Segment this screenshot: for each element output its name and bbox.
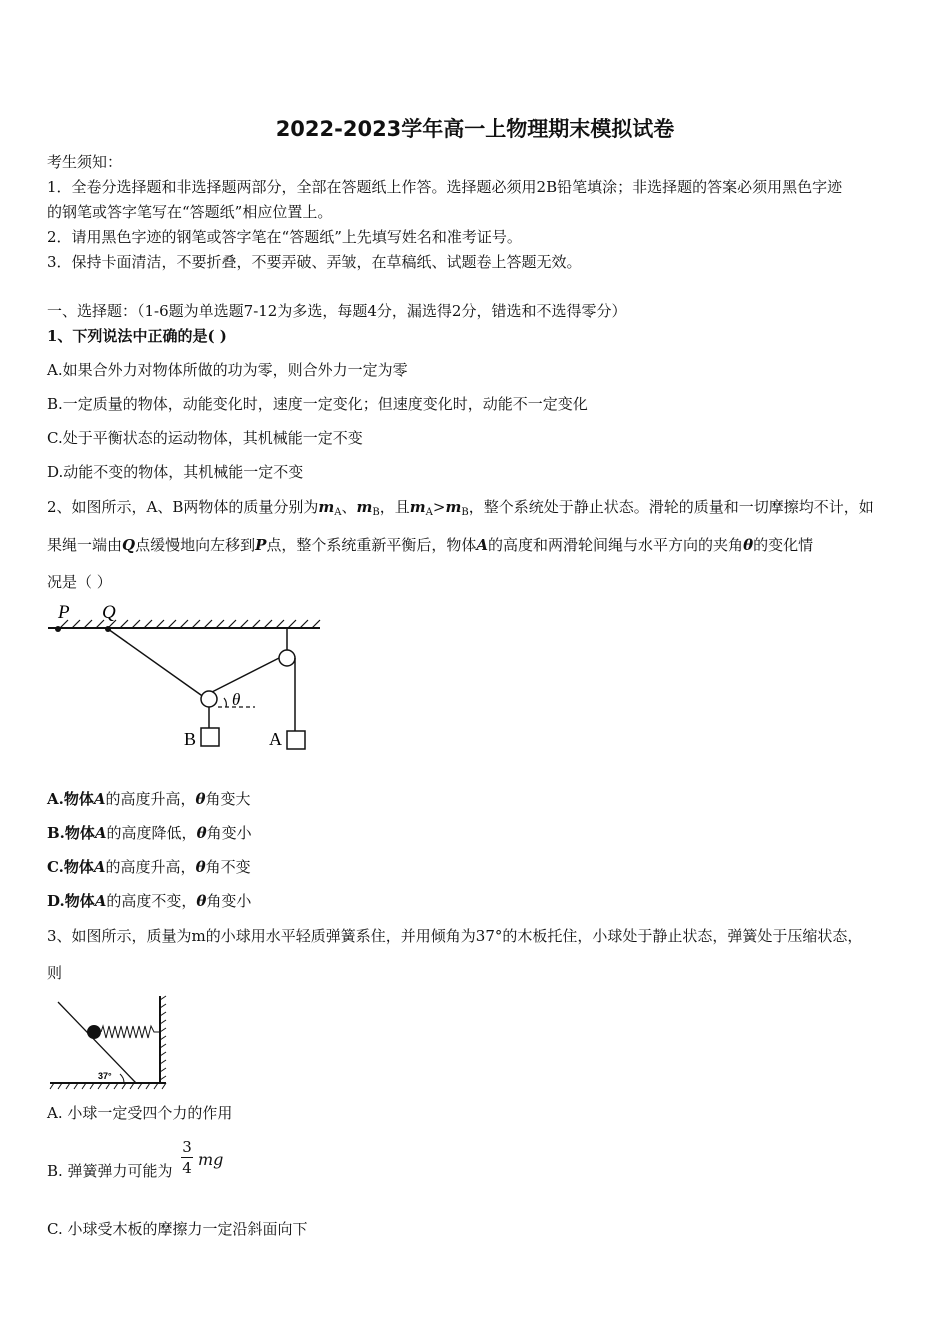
spring bbox=[101, 1026, 160, 1038]
label-theta: θ bbox=[232, 690, 241, 709]
notice-item-2: 2．请用黑色字迹的钢笔或答字笔在“答题纸”上先填写姓名和准考证号。 bbox=[47, 228, 522, 246]
q1-stem: 1、下列说法中正确的是( ) bbox=[47, 327, 227, 345]
notice-heading: 考生须知： bbox=[47, 153, 123, 171]
q2-stem-line2: 果绳一端由Q点缓慢地向左移到P点，整个系统重新平衡后，物体A的高度和两滑轮间绳与水平方向的夹角θ的变化情 bbox=[47, 536, 814, 554]
block-a bbox=[287, 731, 305, 749]
q1-option-a: A.如果合外力对物体所做的功为零，则合外力一定为零 bbox=[47, 361, 408, 379]
notice-item-1-cont: 的钢笔或答字笔写在“答题纸”相应位置上。 bbox=[47, 203, 333, 221]
q1-option-d: D.动能不变的物体，其机械能一定不变 bbox=[47, 463, 304, 481]
q3-option-b-mg: mg bbox=[198, 1150, 224, 1169]
angle-label: 37° bbox=[98, 1071, 112, 1081]
label-a: A bbox=[269, 729, 282, 749]
fraction-denominator: 4 bbox=[182, 1159, 192, 1177]
fixed-pulley bbox=[279, 650, 295, 666]
pulley-diagram bbox=[40, 598, 330, 758]
q3-stem-line1: 3、如图所示，质量为m的小球用水平轻质弹簧系住，并用倾角为37°的木板托住，小球处于静止状态，弹簧处于压缩状态， bbox=[47, 927, 863, 945]
notice-item-3: 3．保持卡面清洁，不要折叠，不要弄破、弄皱，在草稿纸、试题卷上答题无效。 bbox=[47, 253, 582, 271]
incline-spring-diagram bbox=[44, 990, 174, 1090]
q2-option-b: B.物体A的高度降低，θ角变小 bbox=[47, 824, 252, 842]
q2-stem-line1: 2、如图所示，A、B两物体的质量分别为$m_A$、$m_B$，且$m_A>m_B$，整个系统处于静止状态。滑轮的质量和一切摩擦均不计，如 bbox=[47, 498, 874, 518]
label-p: P bbox=[58, 602, 70, 623]
q1-option-c: C.处于平衡状态的运动物体，其机械能一定不变 bbox=[47, 429, 363, 447]
q3-stem-line2: 则 bbox=[47, 964, 63, 982]
q2-option-a: A.物体A的高度升高，θ角变大 bbox=[47, 790, 251, 808]
q2-option-d: D.物体A的高度不变，θ角变小 bbox=[47, 892, 252, 910]
fraction-numerator: 3 bbox=[182, 1138, 192, 1156]
ball bbox=[87, 1025, 101, 1039]
q3-option-c: C. 小球受木板的摩擦力一定沿斜面向下 bbox=[47, 1220, 308, 1238]
q3-option-b-fraction bbox=[181, 1138, 193, 1177]
q1-option-b: B.一定质量的物体，动能变化时，速度一定变化；但速度变化时，动能不一定变化 bbox=[47, 395, 588, 413]
block-b bbox=[201, 728, 219, 746]
page-title: 2022-2023学年高一上物理期末模拟试卷 bbox=[275, 117, 675, 141]
q3-option-b-label: B. 弹簧弹力可能为 bbox=[47, 1162, 173, 1180]
movable-pulley bbox=[201, 691, 217, 707]
q2-option-c: C.物体A的高度升高，θ角不变 bbox=[47, 858, 251, 876]
notice-item-1: 1．全卷分选择题和非选择题两部分，全部在答题纸上作答。选择题必须用2B铅笔填涂；非选择题的答案必须用黑色字迹 bbox=[47, 178, 843, 196]
label-b: B bbox=[184, 729, 197, 749]
point-p-dot bbox=[55, 626, 61, 632]
q3-option-a: A. 小球一定受四个力的作用 bbox=[47, 1104, 233, 1122]
label-q: Q bbox=[102, 602, 116, 623]
section-heading: 一、选择题：（1-6题为单选题7-12为多选，每题4分，漏选得2分，错选和不选得零分） bbox=[47, 302, 627, 320]
q2-stem-line3: 况是（ ） bbox=[47, 573, 112, 591]
